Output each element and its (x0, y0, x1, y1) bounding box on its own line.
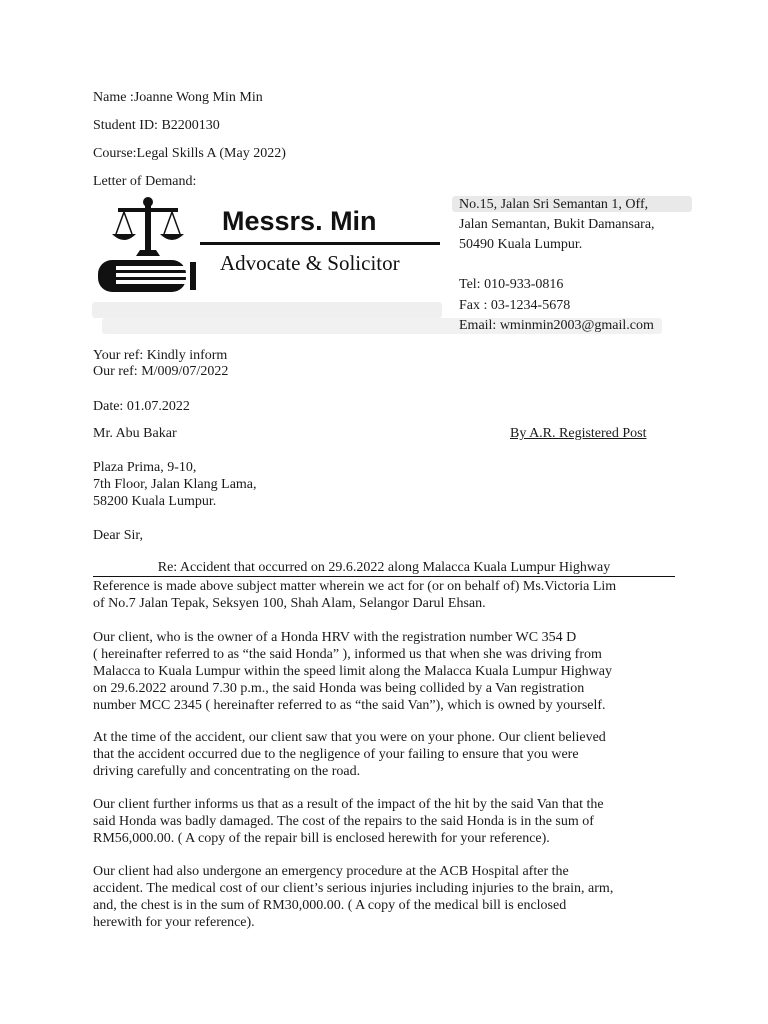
student-name-line: Name :Joanne Wong Min Min (93, 90, 263, 105)
paragraph-2-line-2: ( hereinafter referred to as “the said Honda” ), informed us that when she was driving from (93, 647, 602, 662)
our-ref: Our ref: M/009/07/2022 (93, 364, 229, 379)
letter-label: Letter of Demand: (93, 174, 197, 189)
paragraph-1-line-2: of No.7 Jalan Tepak, Seksyen 100, Shah Alam, Selangor Darul Ehsan. (93, 596, 486, 611)
firm-email: Email: wminmin2003@gmail.com (459, 318, 654, 333)
paragraph-2-line-5: number MCC 2345 ( hereinafter referred to as “the said Van”), which is owned by yourself. (93, 698, 606, 713)
subject-text: Re: Accident that occurred on 29.6.2022 along Malacca Kuala Lumpur Highway (157, 560, 611, 575)
paragraph-5-line-4: herewith for your reference). (93, 915, 255, 930)
salutation: Dear Sir, (93, 528, 143, 543)
subject-line (93, 559, 675, 577)
course-line: Course:Legal Skills A (May 2022) (93, 146, 286, 161)
paragraph-2-line-3: Malacca to Kuala Lumpur within the speed limit along the Malacca Kuala Lumpur Highway (93, 664, 613, 679)
paragraph-3-line-3: driving carefully and concentrating on the road. (93, 764, 361, 779)
your-ref: Your ref: Kindly inform (93, 348, 228, 363)
firm-address-line-2: Jalan Semantan, Bukit Damansara, (459, 217, 655, 232)
firm-name: Messrs. Min (222, 206, 377, 236)
firm-fax: Fax : 03-1234-5678 (459, 298, 571, 313)
recipient-address-line-1: Plaza Prima, 9-10, (93, 460, 197, 475)
firm-subtitle: Advocate & Solicitor (220, 251, 400, 275)
letter-date: Date: 01.07.2022 (93, 399, 190, 414)
firm-tel: Tel: 010-933-0816 (459, 277, 564, 292)
firm-divider (200, 242, 440, 245)
paragraph-3-line-2: that the accident occurred due to the negligence of your failing to ensure that you were (93, 747, 579, 762)
paragraph-4-line-1: Our client further informs us that as a result of the impact of the hit by the said Van that the (93, 797, 604, 812)
delivery-method: By A.R. Registered Post (510, 426, 647, 441)
paragraph-5-line-1: Our client had also undergone an emergency procedure at the ACB Hospital after the (93, 864, 569, 879)
paragraph-2-line-4: on 29.6.2022 around 7.30 p.m., the said Honda was being collided by a Van registration (93, 681, 585, 696)
paragraph-5-line-3: and, the chest is in the sum of RM30,000.00. ( A copy of the medical bill is enclosed (93, 898, 567, 913)
scales-of-justice-logo (96, 194, 200, 298)
recipient-address-line-3: 58200 Kuala Lumpur. (93, 494, 217, 509)
paragraph-1-line-1: Reference is made above subject matter wherein we act for (or on behalf of) Ms.Victoria Lim (93, 579, 617, 594)
paragraph-4-line-2: said Honda was badly damaged. The cost of the repairs to the said Honda is in the sum of (93, 814, 594, 829)
firm-address-line-1: No.15, Jalan Sri Semantan 1, Off, (459, 197, 649, 212)
paragraph-2-line-1: Our client, who is the owner of a Honda HRV with the registration number WC 354 D (93, 630, 577, 645)
firm-address-line-3: 50490 Kuala Lumpur. (459, 237, 583, 252)
paragraph-5-line-2: accident. The medical cost of our client’s serious injuries including injuries to the brain, arm, (93, 881, 614, 896)
recipient-name: Mr. Abu Bakar (93, 426, 177, 441)
recipient-address-line-2: 7th Floor, Jalan Klang Lama, (93, 477, 257, 492)
paragraph-3-line-1: At the time of the accident, our client saw that you were on your phone. Our client believed (93, 730, 606, 745)
paragraph-4-line-3: RM56,000.00. ( A copy of the repair bill is enclosed herewith for your reference). (93, 831, 550, 846)
student-id-line: Student ID: B2200130 (93, 118, 220, 133)
